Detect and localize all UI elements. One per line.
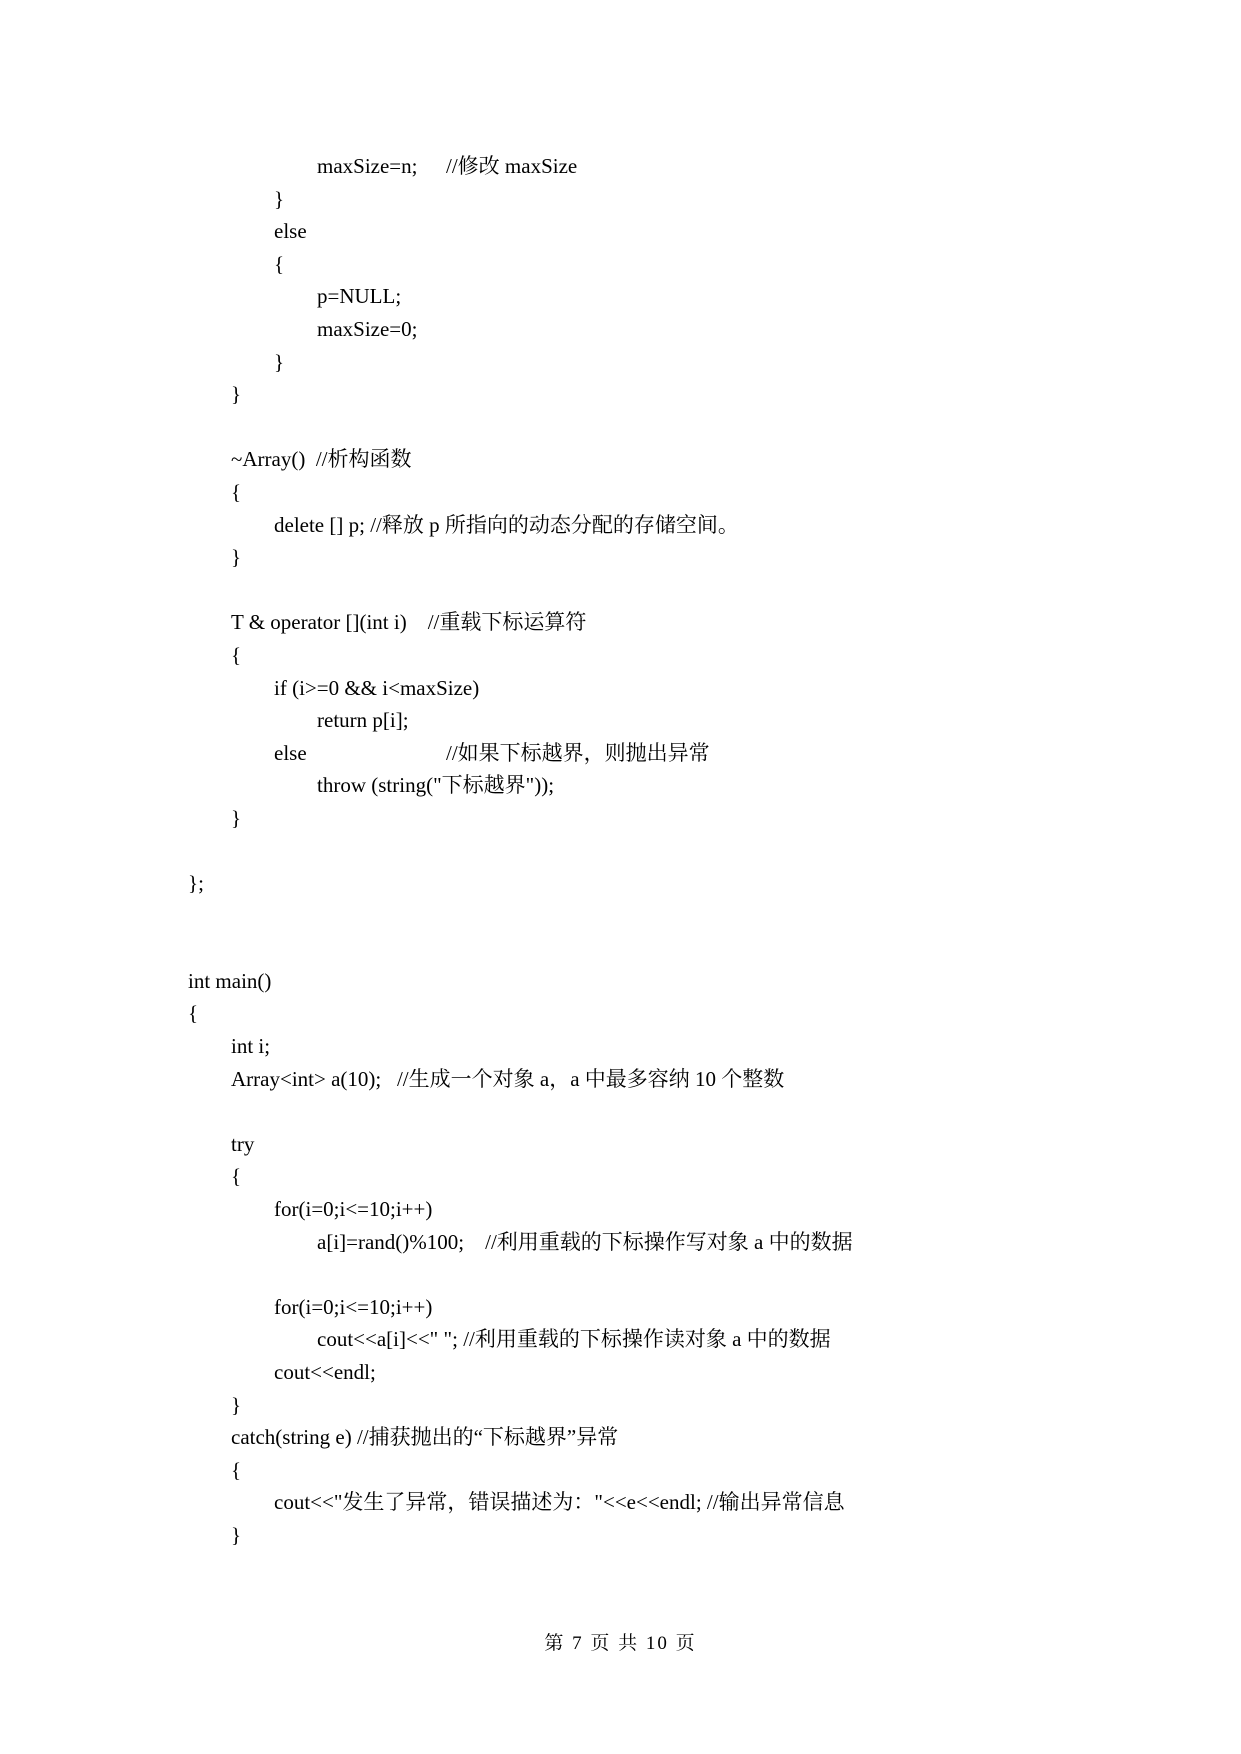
code-line [188, 183, 1188, 216]
code-line [188, 1160, 1188, 1193]
code-block [188, 150, 1188, 1552]
code-line [188, 1486, 1188, 1519]
code-line [188, 1291, 1188, 1324]
code-line [188, 248, 1188, 281]
code-text: delete [] p; //释放 p 所指向的动态分配的存储空间。 [274, 512, 739, 537]
code-text: int main() [188, 968, 272, 993]
code-line [188, 476, 1188, 509]
code-line [188, 509, 1188, 542]
code-text: else [274, 219, 307, 244]
code-text: throw (string("下标越界")); [317, 773, 555, 798]
code-text: try [231, 1131, 255, 1156]
code-text: if (i>=0 && i<maxSize) [274, 675, 480, 700]
code-text: cout<<endl; [274, 1359, 376, 1384]
code-comment: //修改 maxSize [446, 154, 578, 178]
code-text: { [274, 251, 285, 276]
code-text: for(i=0;i<=10;i++) [274, 1294, 433, 1319]
code-line [188, 867, 1188, 900]
code-line [188, 900, 1188, 933]
code-line [188, 1128, 1188, 1161]
page-footer: 第 7 页 共 10 页 [544, 1633, 697, 1654]
code-line [188, 150, 1188, 183]
code-comment: //利用重载的下标操作读对象 a 中的数据 [463, 1327, 831, 1352]
code-line [188, 541, 1188, 574]
code-text: catch(string e) //捕获抛出的“下标越界”异常 [231, 1425, 619, 1450]
code-line [188, 1193, 1188, 1226]
code-text: a[i]=rand()%100; //利用重载的下标操作写对象 a 中的数据 [317, 1229, 853, 1254]
code-text: { [231, 642, 242, 667]
code-comment: //如果下标越界，则抛出异常 [446, 740, 710, 765]
code-line [188, 443, 1188, 476]
code-text: ~Array() //析构函数 [231, 447, 412, 472]
code-text: { [231, 1164, 242, 1189]
code-line [188, 1095, 1188, 1128]
code-line [188, 932, 1188, 965]
code-text: else [274, 740, 307, 765]
code-line [188, 1258, 1188, 1291]
code-line [188, 1226, 1188, 1259]
code-line [188, 672, 1188, 705]
code-line [188, 313, 1188, 346]
code-text: Array<int> a(10); //生成一个对象 a，a 中最多容纳 10 个整数 [231, 1066, 785, 1091]
code-text: cout<<a[i]<<" "; [317, 1327, 458, 1352]
code-line [188, 704, 1188, 737]
code-line [188, 1356, 1188, 1389]
code-text: { [188, 1001, 199, 1026]
code-text: { [231, 479, 242, 504]
code-text: cout<<"发生了异常，错误描述为："<<e<<endl; //输出异常信息 [274, 1490, 845, 1515]
code-line [188, 1030, 1188, 1063]
code-line [188, 280, 1188, 313]
code-text: int i; [231, 1034, 271, 1059]
code-text: for(i=0;i<=10;i++) [274, 1197, 433, 1221]
code-line [188, 1519, 1188, 1552]
code-line [188, 574, 1188, 607]
code-text: T & operator [](int i) //重载下标运算符 [231, 610, 587, 635]
code-line [188, 215, 1188, 248]
code-text: } [231, 382, 242, 407]
code-line [188, 1389, 1188, 1422]
code-line [188, 411, 1188, 444]
code-text: maxSize=0; [317, 316, 418, 341]
code-line [188, 1454, 1188, 1487]
code-text: } [274, 349, 285, 374]
code-line [188, 1063, 1188, 1096]
code-line [188, 834, 1188, 867]
code-text: } [231, 805, 242, 830]
code-line [188, 1323, 1188, 1356]
code-text: return p[i]; [317, 708, 409, 733]
code-text: maxSize=n; [317, 154, 418, 178]
code-text: } [231, 545, 242, 570]
code-line [188, 378, 1188, 411]
code-line [188, 965, 1188, 998]
code-line [188, 802, 1188, 835]
code-line [188, 769, 1188, 802]
code-line [188, 997, 1188, 1030]
code-text: } [274, 186, 285, 211]
code-line [188, 737, 1188, 770]
code-text: } [231, 1392, 242, 1417]
code-text: { [231, 1457, 242, 1482]
code-text: }; [188, 871, 204, 896]
code-line [188, 639, 1188, 672]
code-line [188, 1421, 1188, 1454]
code-line [188, 606, 1188, 639]
code-text: } [231, 1522, 242, 1547]
code-text: p=NULL; [317, 284, 402, 309]
code-line [188, 346, 1188, 379]
